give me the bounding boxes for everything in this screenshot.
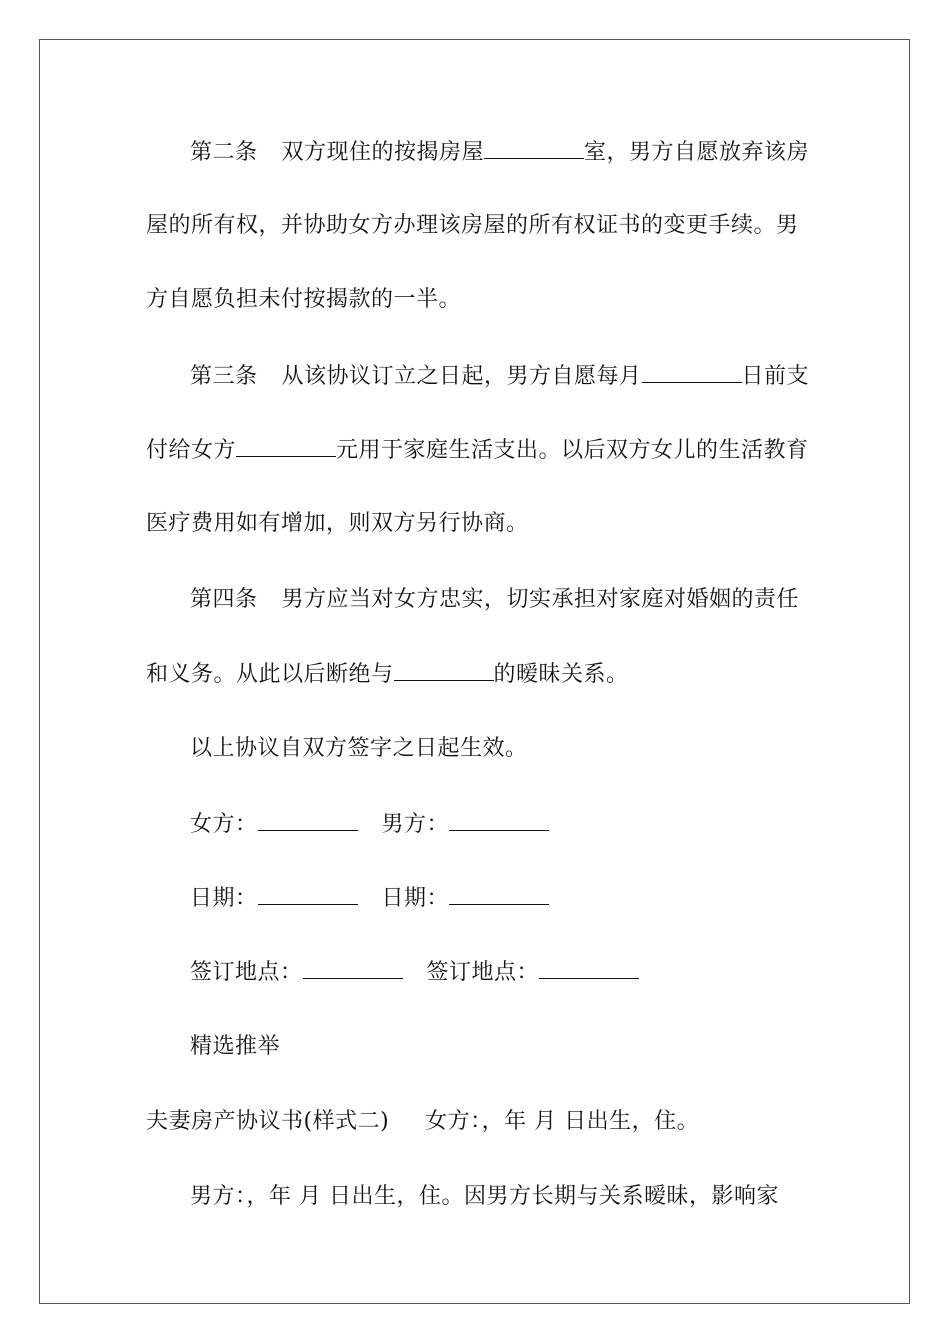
- article2-text-pre: 双方现住的按揭房屋: [281, 140, 485, 165]
- person-blank: [394, 660, 494, 681]
- male-place-label: 签订地点：: [426, 960, 540, 985]
- sample2-female-line: 女方：，年 月 日出生，住。: [425, 1109, 700, 1134]
- male-place-blank: [539, 958, 639, 979]
- article3-line1: [190, 362, 809, 391]
- female-date-label: 日期：: [190, 886, 258, 911]
- female-label: 女方：: [190, 812, 258, 837]
- article3-label: 第三条: [190, 364, 258, 389]
- female-place-label: 签订地点：: [190, 960, 303, 985]
- article4-line1: [190, 586, 799, 614]
- article2-label: 第二条: [190, 140, 258, 165]
- room-blank: [484, 138, 584, 159]
- female-date-blank: [258, 884, 358, 905]
- effective-clause: 以上协议自双方签字之日起生效。: [190, 736, 528, 761]
- signature-row: [190, 810, 549, 839]
- sample2-male-line: 男方：，年 月 日出生，住。因男方长期与关系暧昧，影响家: [190, 1184, 779, 1209]
- sample2-line1: [146, 1108, 699, 1136]
- male-label: 男方：: [381, 812, 450, 837]
- recommend-heading: 精选推举: [190, 1034, 281, 1059]
- article3-line2-pre: 付给女方: [146, 438, 237, 463]
- article3-line3: 医疗费用如有增加，则双方另行协商。: [146, 511, 529, 536]
- date-row: [190, 884, 549, 913]
- article2-line3: 方自愿负担未付按揭款的一半。: [146, 287, 462, 312]
- day-blank: [642, 362, 742, 383]
- male-date-label: 日期：: [381, 886, 450, 911]
- amount-blank: [236, 436, 336, 457]
- article3-line2-post: 元用于家庭生活支出。以后双方女儿的生活教育: [336, 438, 809, 463]
- female-signature-blank: [258, 810, 358, 831]
- male-date-blank: [449, 884, 549, 905]
- male-signature-blank: [449, 810, 549, 831]
- article4-line2-post: 的暧昧关系。: [493, 662, 629, 687]
- article2-line2: 屋的所有权，并协助女方办理该房屋的所有权证书的变更手续。男: [146, 213, 799, 238]
- article2-text-post: 室，男方自愿放弃该房: [584, 140, 810, 165]
- article4-text: 男方应当对女方忠实，切实承担对家庭对婚姻的责任: [281, 587, 800, 612]
- article3-text-post: 日前支: [741, 364, 810, 389]
- article3-text-pre: 从该协议订立之日起，男方自愿每月: [281, 364, 642, 389]
- article4-line2-pre: 和义务。从此以后断绝与: [146, 662, 394, 687]
- article2-line1: [190, 138, 809, 167]
- place-row: [190, 958, 639, 987]
- article4-line2: [146, 660, 629, 689]
- article4-label: 第四条: [190, 587, 258, 612]
- female-place-blank: [303, 958, 403, 979]
- sample2-title: 夫妻房产协议书(样式二): [146, 1109, 390, 1134]
- article3-line2: [146, 436, 809, 465]
